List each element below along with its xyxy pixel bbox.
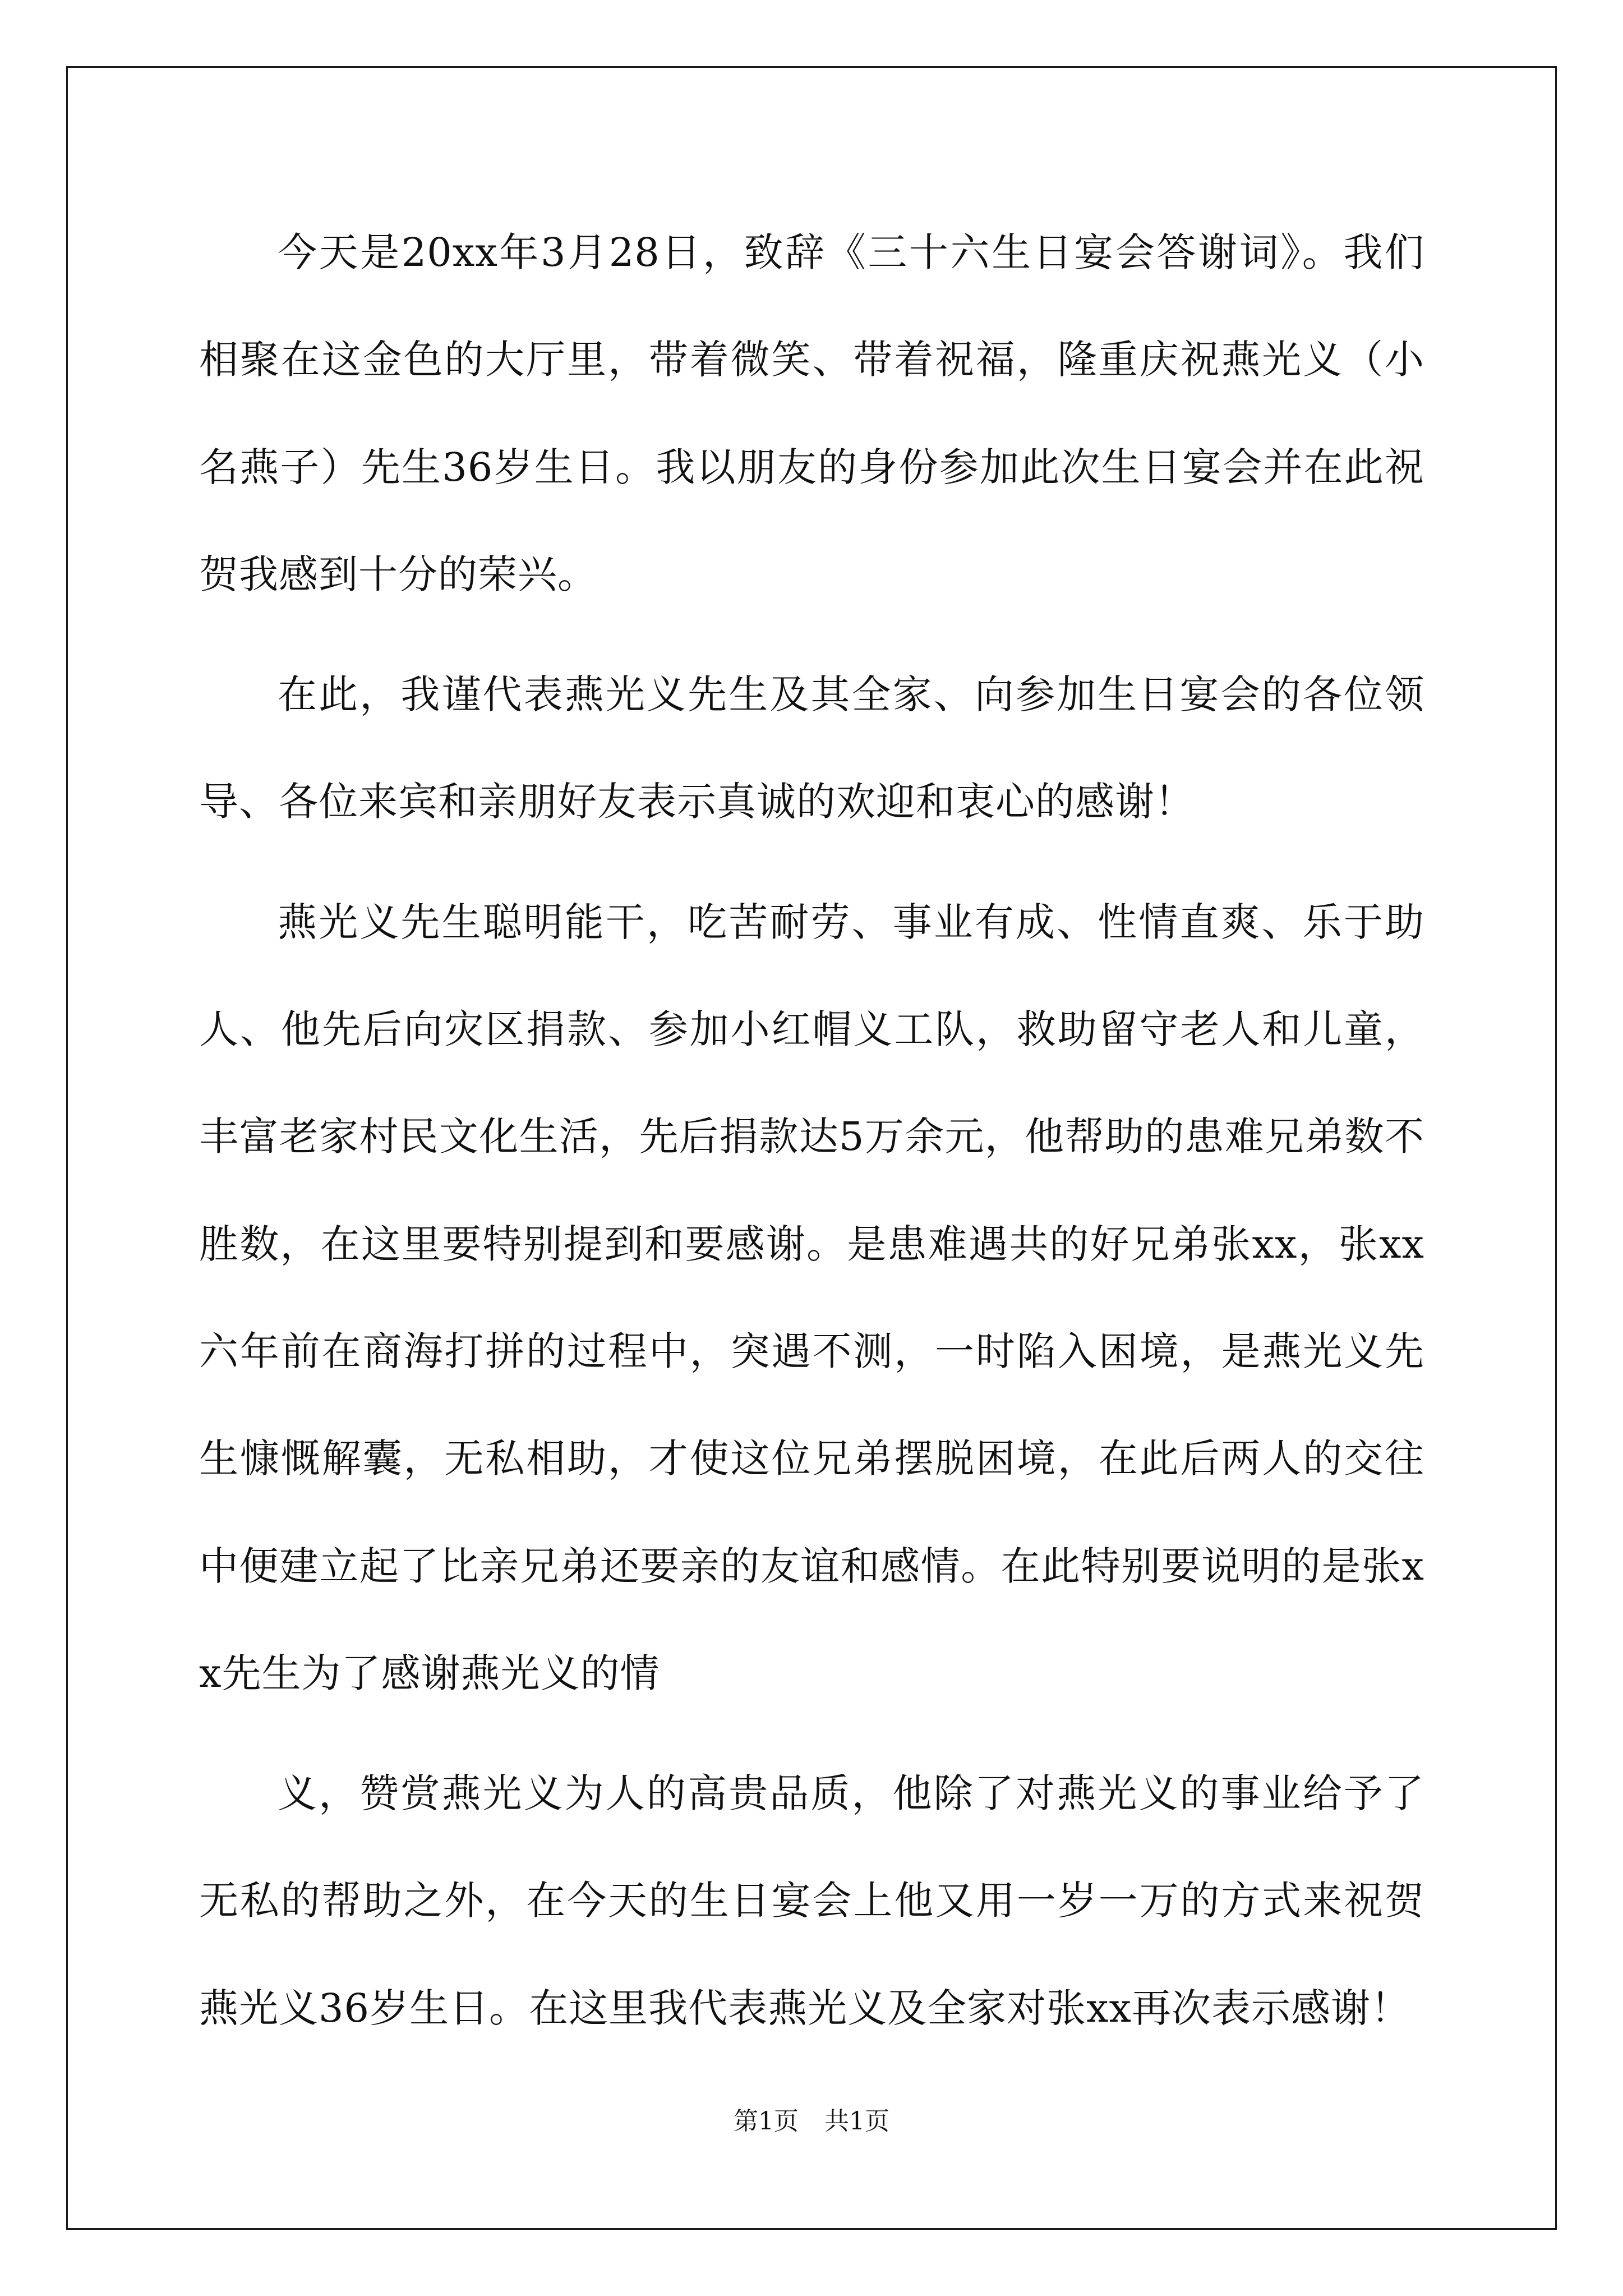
- paragraph-tribute: 燕光义先生聪明能干，吃苦耐劳、事业有成、性情直爽、乐于助人、他先后向灾区捐款、参加小红帽义工队，救助留守老人和儿童，丰富老家村民文化生活，先后捐款达5万余元，他帮助的患难兄弟数不胜数，在这里要特别提到和要感谢。是患难遇共的好兄弟张xx，张xx六年前在商海打拼的过程中，突遇不测，一时陷入困境，是燕光义先生慷慨解囊，无私相助，才使这位兄弟摆脱困境，在此后两人的交往中便建立起了比亲兄弟还要亲的友谊和感情。在此特别要说明的是张xx先生为了感谢燕光义的情: [199, 899, 1424, 1696]
- page-total: 共1页: [824, 2107, 889, 2136]
- paragraph-thanks: 义，赞赏燕光义为人的高贵品质，他除了对燕光义的事业给予了无私的帮助之外，在今天的生日宴会上他又用一岁一万的方式来祝贺燕光义36岁生日。在这里我代表燕光义及全家对张xx再次表示感谢！: [199, 1770, 1424, 2031]
- document-body: [199, 199, 1424, 2075]
- paragraph-opening: 今天是20xx年3月28日，致辞《三十六生日宴会答谢词》。我们相聚在这金色的大厅里，带着微笑、带着祝福，隆重庆祝燕光义（小名燕子）先生36岁生日。我以朋友的身份参加此次生日宴会并在此祝贺我感到十分的荣兴。: [199, 229, 1424, 597]
- page-footer: [0, 2105, 1623, 2138]
- page-number: 第1页: [734, 2107, 799, 2136]
- paragraph-welcome: 在此，我谨代表燕光义先生及其全家、向参加生日宴会的各位领导、各位来宾和亲朋好友表示真诚的欢迎和衷心的感谢！: [199, 671, 1424, 825]
